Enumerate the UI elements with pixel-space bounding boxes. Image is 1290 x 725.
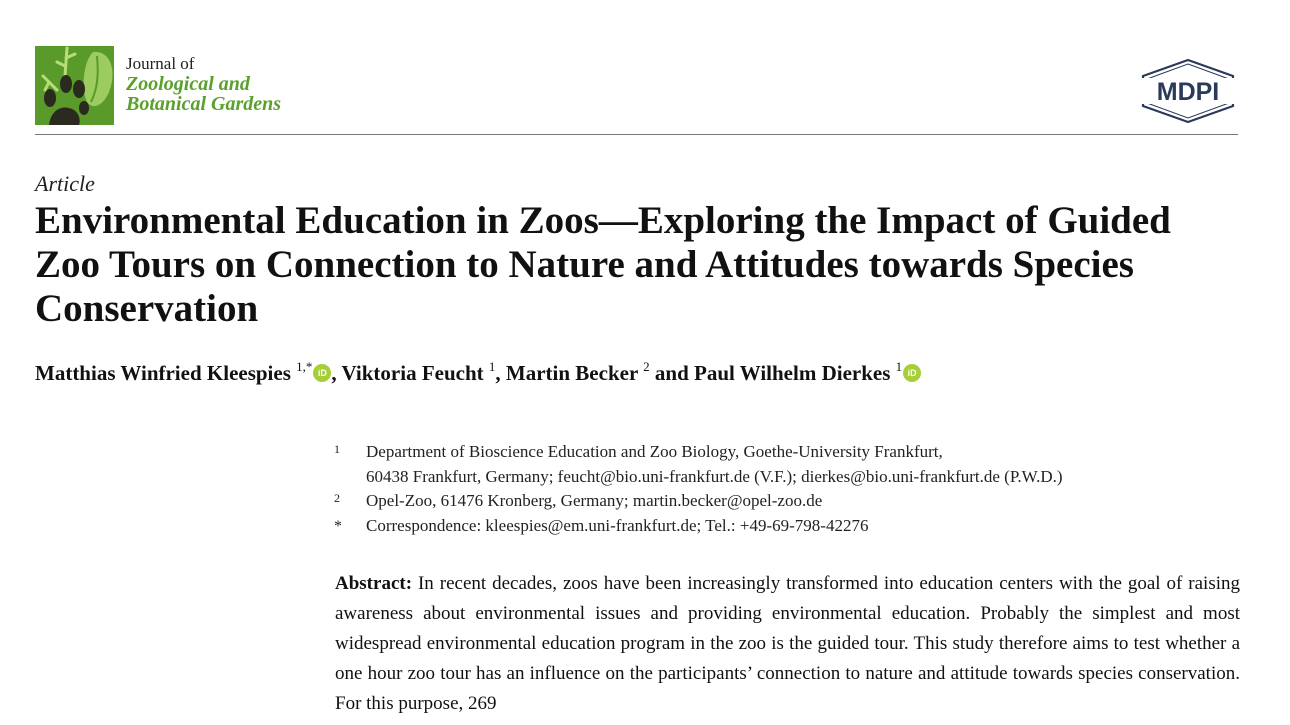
affiliation-text: Department of Bioscience Education and Zoo Biology, Goethe-University Frankfurt, 60438 Frankfurt, Germany; feucht@bio.uni-frankfurt.de (V.F.); dierkes@bio.uni-frankfurt.de (P.W.D.): [366, 442, 1063, 486]
author-name: Paul Wilhelm Dierkes: [694, 361, 896, 385]
affiliation-item: [334, 514, 1234, 540]
author-affiliation-mark: 1,*: [296, 359, 313, 374]
affiliations: [334, 440, 1234, 540]
orcid-icon[interactable]: iD: [903, 364, 921, 382]
author-affiliation-mark: 1: [895, 359, 903, 374]
article-type-label: Article: [35, 171, 95, 196]
journal-of-label: Journal of: [126, 54, 195, 73]
abstract: [335, 569, 1240, 719]
affiliation-item: [334, 489, 1234, 514]
orcid-icon[interactable]: iD: [313, 364, 331, 382]
affiliation-mark: 2: [334, 491, 340, 505]
affiliation-text: Opel-Zoo, 61476 Kronberg, Germany; martin.becker@opel-zoo.de: [366, 491, 823, 510]
author-name: Viktoria Feucht: [341, 361, 489, 385]
author-name: Matthias Winfried Kleespies: [35, 361, 297, 385]
header-divider: [35, 134, 1238, 135]
article-title: Environmental Education in Zoos—Exploring the Impact of Guided Zoo Tours on Connection to Nature and Attitudes towards Species Conservation: [35, 199, 1171, 330]
journal-title-line1: Zoological and: [126, 73, 250, 95]
author-affiliation-mark: 2: [643, 359, 650, 374]
affiliation-text: Correspondence: kleespies@em.uni-frankfurt.de; Tel.: +49-69-798-42276: [366, 515, 869, 535]
author-name: Martin Becker: [505, 361, 644, 385]
journal-title-line2: Botanical Gardens: [126, 93, 282, 115]
author-affiliation-mark: 1: [488, 359, 496, 374]
affiliation-mark: *: [334, 517, 342, 535]
author-list: [35, 361, 921, 386]
author-separator: ,: [495, 361, 506, 385]
author-separator: ,: [331, 361, 342, 385]
mdpi-logo-icon: [1138, 58, 1238, 124]
affiliation-item: [334, 440, 1234, 489]
journal-logo-paw-icon: [35, 46, 114, 125]
abstract-label: Abstract:: [335, 573, 413, 594]
affiliation-mark: 1: [334, 442, 340, 456]
abstract-text: In recent decades, zoos have been increasingly transformed into education centers with the goal of raising awareness about environmental issues and providing environmental education. Probably the simplest and most widespread environmental education program in the zoo is the guided tour. This study therefore aims to test whether a one hour zoo tour has an influence on the participants’ connection to nature and attitude towards species conservation. For this purpose, 269: [335, 573, 1241, 714]
journal-name: [126, 54, 281, 114]
journal-header: [35, 46, 1238, 136]
svg-text:MDPI: MDPI: [1156, 78, 1220, 106]
author-separator: and: [649, 361, 694, 385]
